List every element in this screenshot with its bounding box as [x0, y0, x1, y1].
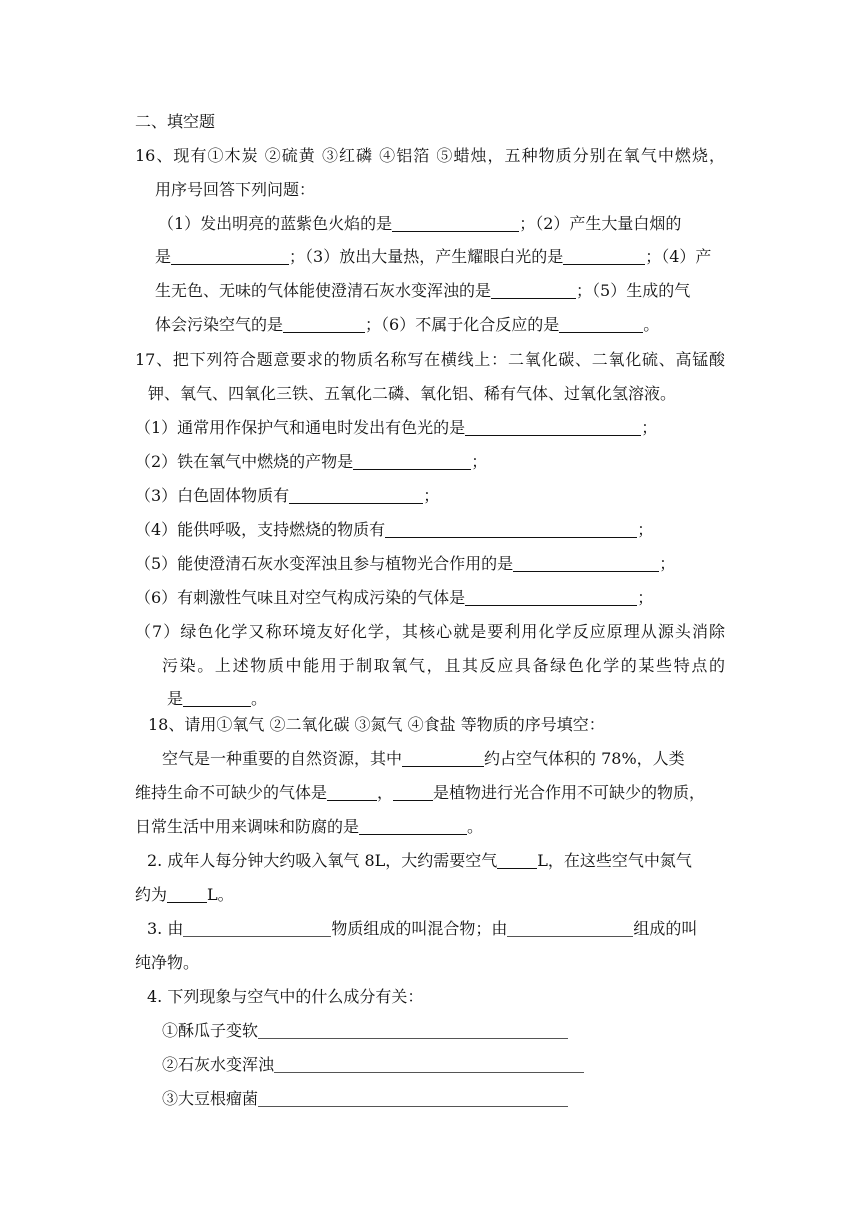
q17-item-5: [135, 554, 675, 574]
q2-line2-text: 约为: [135, 885, 168, 904]
q17-item-7-line1: （7）绿色化学又称环境友好化学，其核心就是要利用化学反应原理从源头消除: [135, 622, 725, 641]
q16-line2: 用序号回答下列问题：: [155, 180, 316, 199]
q16-item4-cont: 生无色、无味的气体能使澄清石灰水变浑浊的是: [155, 281, 492, 300]
q3-line1-cont: 物质组成的叫混合物；由: [331, 919, 508, 938]
q17-item-4-text: （4）能供呼吸，支持燃烧的物质有: [135, 520, 386, 539]
q17-item-6-end: ；: [637, 588, 654, 607]
section-title: 二、填空题: [135, 112, 216, 131]
q16-blank-1[interactable]: [392, 215, 519, 232]
q18-blank-1[interactable]: [402, 750, 484, 767]
q17-item-2-end: ；: [471, 452, 488, 471]
q16-blank-2[interactable]: [171, 248, 289, 265]
q2-line2: [135, 885, 234, 905]
q18-blank-4[interactable]: [359, 818, 467, 835]
q18-line3-text: 维持生命不可缺少的气体是: [135, 783, 328, 802]
q16-item5-cont: 体会污染空气的是: [155, 315, 284, 334]
q16-item6-text: ；（6）不属于化合反应的是: [365, 315, 560, 334]
q4-item-2-text: ②石灰水变浑浊: [162, 1055, 275, 1074]
q17-blank-2[interactable]: [353, 453, 471, 470]
q4-item-3-text: ③大豆根瘤菌: [162, 1089, 259, 1108]
q2-blank-2[interactable]: [167, 886, 207, 903]
q16-item5-text: ；（5）生成的气: [576, 281, 691, 300]
q17-blank-3[interactable]: [289, 487, 423, 504]
q2-line1-cont: L，在这些空气中氮气: [537, 851, 692, 870]
q17-item-4-end: ；: [637, 520, 654, 539]
q17-item-5-end: ；: [659, 554, 676, 573]
q16-item4-text: ；（4）产: [645, 247, 712, 266]
q18-line3: [135, 783, 705, 803]
q16-blank-3[interactable]: [563, 248, 645, 265]
q17-item-3: [135, 486, 439, 506]
q3-blank-1[interactable]: [183, 920, 331, 937]
q4-item-3: [162, 1089, 568, 1109]
q17-item-1-text: （1）通常用作保护气和通电时发出有色光的是: [135, 418, 466, 437]
q18-blank-3[interactable]: [393, 784, 433, 801]
q4-title: 4. 下列现象与空气中的什么成分有关：: [147, 987, 424, 1006]
q4-item-1-text: ①酥瓜子变软: [162, 1021, 259, 1040]
q16-item2-cont: 是: [155, 247, 172, 266]
q17-item-3-text: （3）白色固体物质有: [135, 486, 290, 505]
q17-blank-4[interactable]: [385, 521, 637, 538]
q17-item-7-end: 。: [251, 689, 268, 708]
q18-line2-text: 空气是一种重要的自然资源，其中: [162, 749, 403, 768]
q17-blank-1[interactable]: [465, 419, 641, 436]
q18-line3-cont: 是植物进行光合作用不可缺少的物质，: [433, 783, 706, 802]
q18-line4: [135, 817, 483, 837]
q17-item-6-text: （6）有刺激性气味且对空气构成污染的气体是: [135, 588, 466, 607]
q18-line2-cont: 约占空气体积的 78%，人类: [484, 749, 685, 768]
q3-line1-end: 组成的叫: [633, 919, 698, 938]
q16-blank-4[interactable]: [491, 282, 576, 299]
q18-line4-text: 日常生活中用来调味和防腐的是: [135, 817, 360, 836]
q17-item-1: [135, 418, 657, 438]
q17-blank-5[interactable]: [513, 555, 659, 572]
q17-blank-7[interactable]: [183, 690, 251, 707]
q17-line1: 17、把下列符合题意要求的物质名称写在横线上：二氧化碳、二氧化硫、高锰酸: [135, 350, 725, 369]
q17-item-2-text: （2）铁在氧气中燃烧的产物是: [135, 452, 354, 471]
q18-blank-2[interactable]: [327, 784, 377, 801]
q18-line1: 18、请用①氧气 ②二氧化碳 ③氮气 ④食盐 等物质的序号填空：: [148, 715, 605, 734]
q17-item-2: [135, 452, 487, 472]
q17-item-7-line2: 污染。上述物质中能用于制取氧气，且其反应具备绿色化学的某些特点的: [162, 656, 725, 675]
q4-item-2: [162, 1055, 584, 1075]
q2-line1: [147, 851, 692, 871]
q18-line3-comma: ，: [377, 783, 394, 802]
q17-line2: 钾、氧气、四氧化三铁、五氧化二磷、氧化铝、稀有气体、过氧化氢溶液。: [148, 384, 677, 403]
q17-item-6: [135, 588, 653, 608]
q16-line6-end: 。: [643, 315, 660, 334]
q17-item-7-line3: [167, 689, 267, 709]
q2-line2-end: L。: [207, 885, 234, 904]
q16-line4: [155, 247, 711, 267]
q17-item-1-end: ；: [641, 418, 658, 437]
q17-blank-6[interactable]: [465, 589, 637, 606]
q17-item-3-end: ；: [423, 486, 440, 505]
q16-item3-text: ；（3）放出大量热，产生耀眼白光的是: [289, 247, 564, 266]
q2-line1-text: 2. 成年人每分钟大约吸入氧气 8L，大约需要空气: [147, 851, 498, 870]
q4-blank-3[interactable]: [258, 1090, 568, 1107]
q4-item-1: [162, 1021, 568, 1041]
q16-item1-text: （1）发出明亮的蓝紫色火焰的是: [158, 214, 393, 233]
q16-line6: [155, 315, 659, 335]
q16-line1: 16、现有①木炭 ②硫黄 ③红磷 ④铝箔 ⑤蜡烛，五种物质分别在氧气中燃烧，: [135, 146, 725, 165]
q17-item-4: [135, 520, 653, 540]
q16-blank-5[interactable]: [283, 316, 365, 333]
q3-line1-text: 3. 由: [147, 919, 184, 938]
q4-blank-2[interactable]: [274, 1056, 584, 1073]
q2-blank-1[interactable]: [497, 852, 537, 869]
q18-line2: [162, 749, 685, 769]
q16-blank-6[interactable]: [559, 316, 643, 333]
q16-line3: [158, 214, 681, 234]
q17-item-5-text: （5）能使澄清石灰水变浑浊且参与植物光合作用的是: [135, 554, 514, 573]
q3-line2: 纯净物。: [135, 953, 200, 972]
q3-blank-2[interactable]: [507, 920, 633, 937]
q3-line1: [147, 919, 697, 939]
q17-item-7-is: 是: [167, 689, 184, 708]
q18-line4-end: 。: [467, 817, 484, 836]
q16-item2-text: ；（2）产生大量白烟的: [519, 214, 682, 233]
q4-blank-1[interactable]: [258, 1022, 568, 1039]
q16-line5: [155, 281, 690, 301]
